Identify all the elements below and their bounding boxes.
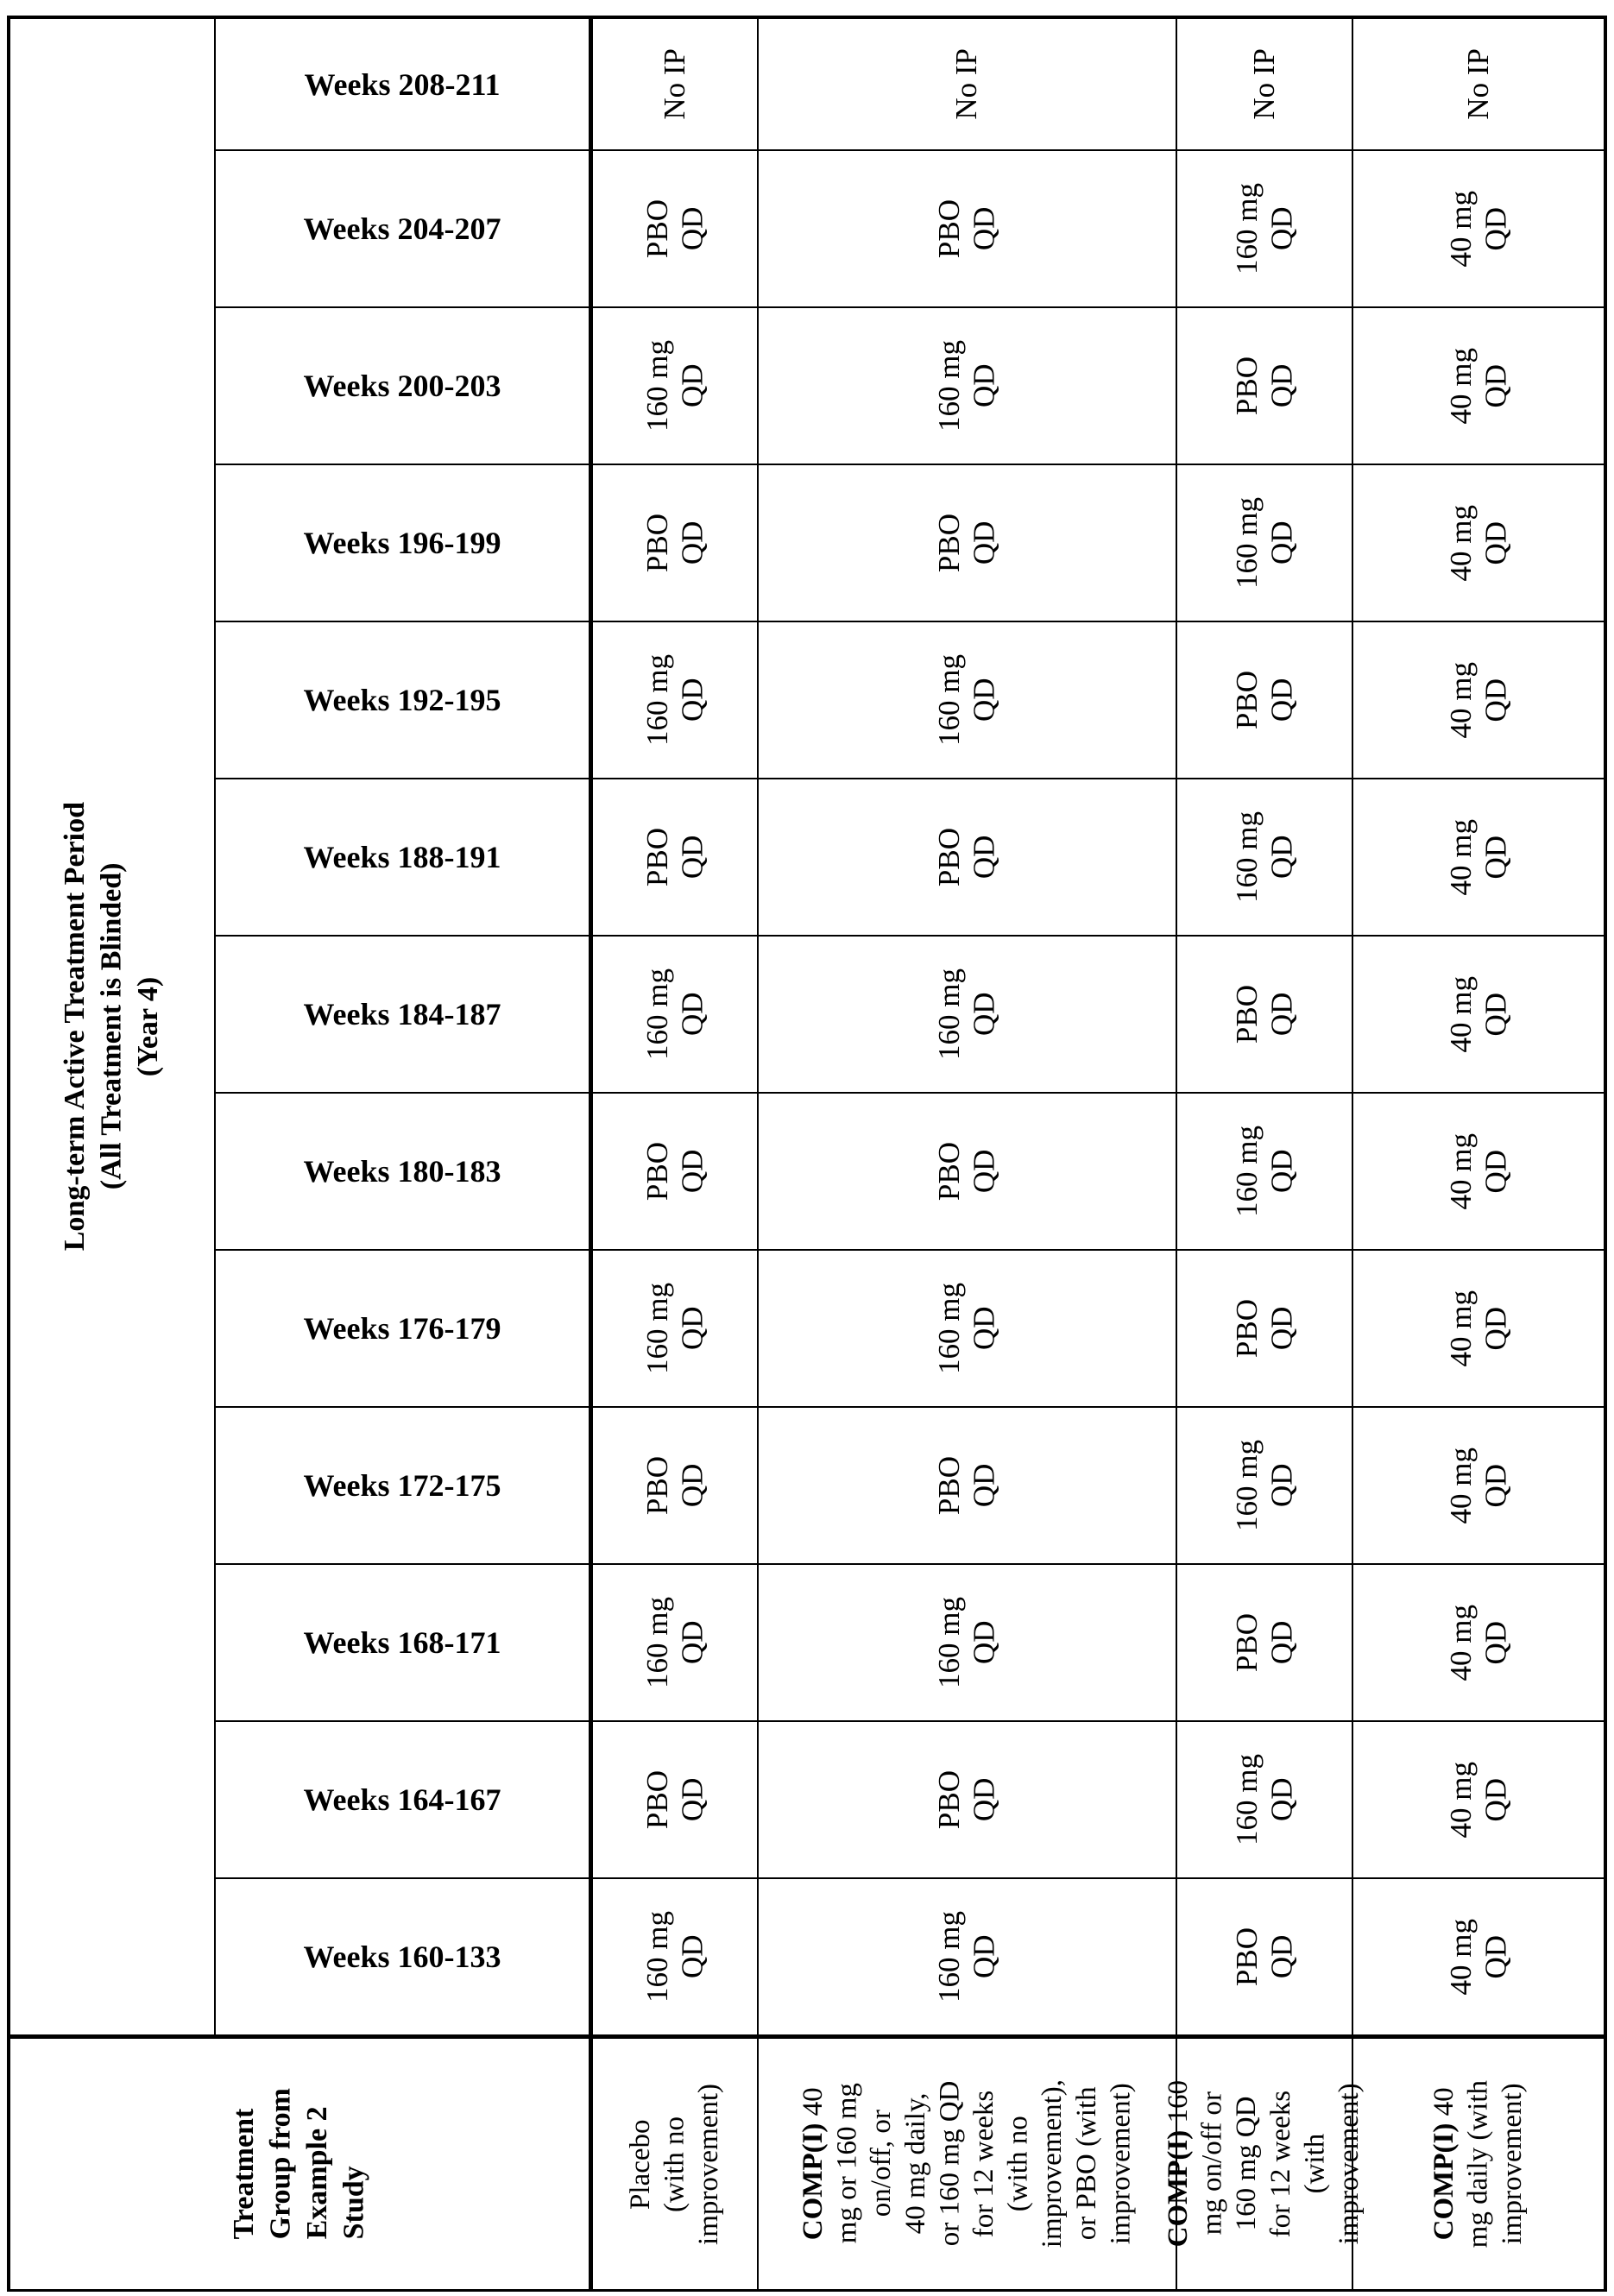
dose-text: No IP	[1461, 48, 1496, 120]
dose-text: 40 mg QD	[1444, 1762, 1514, 1838]
dose-cell	[758, 1093, 1176, 1250]
dose-text: 160 mg QD	[1230, 1754, 1300, 1845]
treatment-group-label	[1428, 2080, 1530, 2248]
treatment-group-cell	[1176, 2035, 1352, 2290]
dose-cell	[758, 1564, 1176, 1721]
dose-text: 160 mg QD	[932, 1597, 1002, 1688]
dose-cell	[758, 464, 1176, 621]
weeks-label-cell	[215, 779, 589, 936]
period-header-cell	[9, 18, 215, 2035]
dose-text: 160 mg QD	[932, 654, 1002, 746]
dose-text: 40 mg QD	[1444, 1133, 1514, 1209]
weeks-label-cell	[215, 18, 589, 150]
dose-cell	[1176, 1721, 1352, 1878]
dose-cell	[758, 1250, 1176, 1407]
dose-cell	[589, 936, 758, 1093]
dose-cell	[1176, 1093, 1352, 1250]
treatment-group-cell	[758, 2035, 1176, 2290]
weeks-label-cell	[215, 1407, 589, 1564]
treatment-group-drug: COMP(I)	[798, 2123, 829, 2241]
dose-cell	[758, 779, 1176, 936]
dose-text: 40 mg QD	[1444, 505, 1514, 581]
dose-text: 160 mg QD	[1230, 497, 1300, 589]
dose-cell	[1352, 936, 1605, 1093]
dose-text: 160 mg QD	[640, 1283, 710, 1374]
dose-text: 40 mg QD	[1444, 1919, 1514, 1995]
dose-cell	[1176, 936, 1352, 1093]
dose-cell	[1176, 307, 1352, 464]
weeks-label: Weeks 188-191	[304, 839, 501, 875]
dose-text: 40 mg QD	[1444, 348, 1514, 424]
dose-cell	[1352, 1721, 1605, 1878]
dose-cell	[1352, 1407, 1605, 1564]
treatment-group-cell	[1352, 2035, 1605, 2290]
dose-text: 40 mg QD	[1444, 1448, 1514, 1523]
treatment-group-description: 40 mg daily (with improvement)	[1428, 2080, 1528, 2248]
dose-cell	[589, 621, 758, 779]
dose-cell	[589, 150, 758, 307]
dose-text: 160 mg QD	[640, 1911, 710, 2003]
treatment-group-label	[1162, 2080, 1367, 2247]
dose-text: PBO QD	[1230, 1299, 1300, 1358]
dose-text: 160 mg QD	[932, 1283, 1002, 1374]
dose-text: 40 mg QD	[1444, 662, 1514, 738]
period-header-title: Long-term Active Treatment Period (All Treatment is Blinded) (Year 4)	[57, 802, 167, 1251]
dose-cell	[758, 1878, 1176, 2035]
dose-cell	[758, 18, 1176, 150]
dose-cell	[589, 18, 758, 150]
treatment-group-description: Placebo (with no improvement)	[625, 2084, 724, 2245]
dose-text: PBO QD	[640, 1770, 710, 1829]
dosing-schedule-table	[7, 16, 1607, 2292]
weeks-label-cell	[215, 621, 589, 779]
weeks-label-cell	[215, 936, 589, 1093]
weeks-label: Weeks 168-171	[304, 1624, 501, 1661]
dose-cell	[589, 1564, 758, 1721]
treatment-group-label	[624, 2084, 727, 2245]
dose-text: PBO QD	[932, 1142, 1002, 1201]
group-header-cell	[9, 2035, 589, 2290]
treatment-group-drug: COMP(I)	[1428, 2123, 1460, 2241]
dose-text: PBO QD	[1230, 985, 1300, 1044]
weeks-label: Weeks 172-175	[304, 1467, 501, 1504]
dose-cell	[589, 1721, 758, 1878]
weeks-label-cell	[215, 1564, 589, 1721]
dose-cell	[758, 621, 1176, 779]
weeks-label: Weeks 180-183	[304, 1153, 501, 1189]
dose-text: PBO QD	[640, 199, 710, 258]
weeks-label: Weeks 208-211	[304, 66, 500, 103]
dose-cell	[1352, 621, 1605, 779]
dose-text: 160 mg QD	[640, 654, 710, 746]
dose-text: PBO QD	[640, 1142, 710, 1201]
dose-cell	[589, 1093, 758, 1250]
dose-cell	[1352, 1093, 1605, 1250]
weeks-label: Weeks 164-167	[304, 1782, 501, 1818]
weeks-label: Weeks 192-195	[304, 682, 501, 718]
dose-cell	[589, 464, 758, 621]
dose-text: PBO QD	[640, 514, 710, 572]
dose-cell	[1176, 18, 1352, 150]
dose-text: No IP	[658, 48, 692, 120]
dose-cell	[589, 1878, 758, 2035]
dose-text: 160 mg QD	[1230, 183, 1300, 274]
dose-cell	[1176, 1878, 1352, 2035]
weeks-label: Weeks 204-207	[304, 211, 501, 247]
weeks-label-cell	[215, 1721, 589, 1878]
dose-text: PBO QD	[1230, 671, 1300, 729]
dose-cell	[1352, 1564, 1605, 1721]
dose-text: 160 mg QD	[932, 1911, 1002, 2003]
dose-cell	[1352, 307, 1605, 464]
dose-cell	[758, 1721, 1176, 1878]
dose-text: PBO QD	[1230, 1613, 1300, 1672]
dose-cell	[758, 150, 1176, 307]
dose-text: 160 mg QD	[932, 340, 1002, 432]
weeks-label: Weeks 160-133	[304, 1939, 501, 1975]
dose-cell	[1176, 1564, 1352, 1721]
dose-text: PBO QD	[1230, 356, 1300, 415]
treatment-group-description: 160 mg on/off or 160 mg QD for 12 weeks (with improvement)	[1163, 2080, 1365, 2244]
dose-cell	[758, 1407, 1176, 1564]
dose-text: 160 mg QD	[932, 968, 1002, 1060]
weeks-label-cell	[215, 307, 589, 464]
treatment-group-drug: COMP(I)	[1163, 2130, 1194, 2248]
dose-cell	[1352, 1250, 1605, 1407]
dose-cell	[589, 307, 758, 464]
weeks-label: Weeks 184-187	[304, 996, 501, 1032]
dose-text: 160 mg QD	[1230, 1126, 1300, 1217]
weeks-label-cell	[215, 150, 589, 307]
dose-cell	[758, 936, 1176, 1093]
treatment-group-label	[797, 2079, 1138, 2248]
dose-text: No IP	[1247, 48, 1282, 120]
dose-text: 40 mg QD	[1444, 976, 1514, 1052]
dose-cell	[1352, 1878, 1605, 2035]
treatment-group-cell	[589, 2035, 758, 2290]
dose-text: 160 mg QD	[640, 340, 710, 432]
dose-text: PBO QD	[640, 828, 710, 886]
dose-text: 40 mg QD	[1444, 1290, 1514, 1366]
dose-cell	[1176, 464, 1352, 621]
dose-cell	[589, 1407, 758, 1564]
weeks-label-cell	[215, 1093, 589, 1250]
dose-text: 160 mg QD	[1230, 1440, 1300, 1531]
dose-text: PBO QD	[640, 1456, 710, 1515]
dose-cell	[1176, 150, 1352, 307]
dose-text: 160 mg QD	[640, 968, 710, 1060]
dose-cell	[1176, 1250, 1352, 1407]
weeks-label-cell	[215, 1878, 589, 2035]
group-header-label: Treatment Group from Example 2 Study	[226, 2088, 373, 2239]
dose-cell	[589, 779, 758, 936]
dose-text: No IP	[949, 48, 984, 120]
dose-text: 160 mg QD	[640, 1597, 710, 1688]
dose-cell	[589, 1250, 758, 1407]
weeks-label: Weeks 176-179	[304, 1310, 501, 1347]
dose-cell	[1176, 1407, 1352, 1564]
weeks-label: Weeks 200-203	[304, 368, 501, 404]
dose-text: 40 mg QD	[1444, 1605, 1514, 1681]
dose-text: 40 mg QD	[1444, 191, 1514, 267]
dose-text: PBO QD	[932, 828, 1002, 886]
dose-text: PBO QD	[932, 1456, 1002, 1515]
dose-text: PBO QD	[932, 514, 1002, 572]
dose-text: PBO QD	[932, 1770, 1002, 1829]
dose-text: PBO QD	[932, 199, 1002, 258]
dose-cell	[1352, 150, 1605, 307]
dose-text: PBO QD	[1230, 1927, 1300, 1986]
dose-cell	[1352, 464, 1605, 621]
weeks-label: Weeks 196-199	[304, 525, 501, 561]
dose-cell	[1352, 18, 1605, 150]
dose-text: 40 mg QD	[1444, 819, 1514, 895]
treatment-group-description: 40 mg or 160 mg on/off, or 40 mg daily, or 160 mg QD for 12 weeks (with no improvement), or PBO (with improvement)	[798, 2079, 1136, 2248]
dose-text: 160 mg QD	[1230, 811, 1300, 903]
weeks-label-cell	[215, 464, 589, 621]
dose-cell	[758, 307, 1176, 464]
dose-cell	[1176, 779, 1352, 936]
dose-cell	[1352, 779, 1605, 936]
dose-cell	[1176, 621, 1352, 779]
weeks-label-cell	[215, 1250, 589, 1407]
